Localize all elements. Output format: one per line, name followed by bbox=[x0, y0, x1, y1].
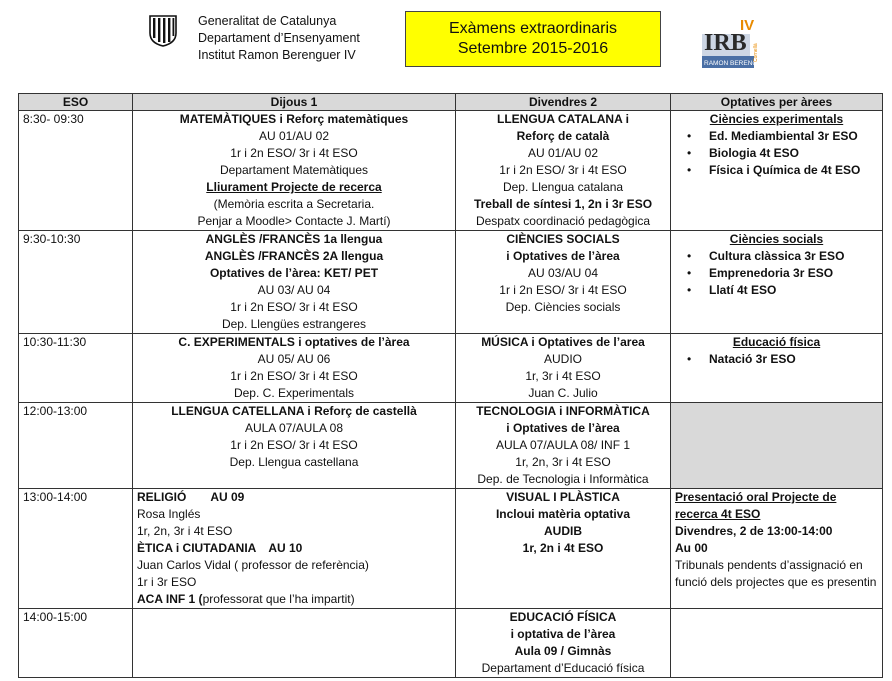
department: Dep. C. Experimentals bbox=[233, 386, 355, 400]
list-item: • Ed. Mediambiental 3r ESO bbox=[675, 128, 878, 145]
subject-title-2: ANGLÈS /FRANCÈS 2A llengua bbox=[204, 249, 384, 263]
school-logo bbox=[700, 12, 772, 70]
col-header-divendres: Divendres 2 bbox=[456, 94, 671, 111]
logo-band: RAMON BERENGUER bbox=[704, 60, 772, 67]
groups: 1r, 2n, 3r i 4t ESO bbox=[515, 455, 611, 469]
area-title: Ciències experimentals bbox=[709, 112, 844, 126]
etica-groups: 1r i 3r ESO bbox=[137, 575, 197, 589]
subject-title: LLENGUA CATELLANA i Reforç de castellà bbox=[171, 404, 417, 418]
list-item: • Biologia 4t ESO bbox=[675, 145, 878, 162]
subject-title: LLENGUA CATALANA i bbox=[497, 112, 629, 126]
project-title: Lliurament Projecte de recerca bbox=[206, 180, 382, 194]
logo-letters: IRB bbox=[704, 30, 747, 56]
area-title: Educació física bbox=[732, 335, 821, 349]
dijous-cell bbox=[133, 111, 456, 231]
subject-title: C. EXPERIMENTALS i optatives de l’àrea bbox=[178, 335, 410, 349]
department: Departament Matemàtiques bbox=[219, 163, 369, 177]
time-cell: 12:00-13:00 bbox=[19, 403, 133, 489]
etica-label: ÈTICA i CIUTADANIA bbox=[137, 541, 257, 555]
project-note-1: (Memòria escrita a Secretaria. bbox=[213, 197, 375, 211]
title-box bbox=[405, 11, 661, 67]
groups: 1r, 3r i 4t ESO bbox=[525, 369, 601, 383]
room: AUDIO bbox=[543, 352, 582, 366]
etica-room: AU 10 bbox=[268, 541, 303, 555]
subject-title-2: Incloui matèria optativa bbox=[495, 507, 631, 521]
area-title: Ciències socials bbox=[729, 232, 824, 246]
optatives-cell bbox=[671, 489, 883, 609]
presentation-note: Tribunals pendents d’assignació en funció dels projectes que es presentin bbox=[675, 558, 877, 589]
divendres-cell bbox=[456, 609, 671, 678]
aca-rest: professorat que l’ha impartit) bbox=[202, 592, 355, 606]
list-item: • Emprenedoria 3r ESO bbox=[675, 265, 878, 282]
subject-title: MATEMÀTIQUES i Reforç matemàtiques bbox=[179, 112, 409, 126]
department: Dep. de Tecnologia i Informàtica bbox=[477, 472, 649, 486]
room: Aula 09 / Gimnàs bbox=[514, 644, 612, 658]
list-item: • Cultura clàssica 3r ESO bbox=[675, 248, 878, 265]
dijous-cell-empty bbox=[133, 609, 456, 678]
institution-line-3: Institut Ramon Berenguer IV bbox=[198, 48, 356, 62]
list-item: • Natació 3r ESO bbox=[675, 351, 878, 368]
teacher: Juan C. Julio bbox=[528, 386, 598, 400]
groups: 1r i 2n ESO/ 3r i 4t ESO bbox=[230, 146, 358, 160]
time-cell: 10:30-11:30 bbox=[19, 334, 133, 403]
subject-title: CIÈNCIES SOCIALS bbox=[506, 232, 620, 246]
presentation-title: Presentació oral Projecte de recerca 4t ESO bbox=[675, 490, 837, 521]
aca-line bbox=[137, 591, 451, 608]
department: Dep. Llengua catalana bbox=[502, 180, 624, 194]
synthesis-work: Treball de síntesi 1, 2n i 3r ESO bbox=[473, 197, 653, 211]
groups: 1r, 2n i 4t ESO bbox=[522, 541, 604, 555]
room: AULA 07/AULA 08 bbox=[244, 421, 344, 435]
optatives-cell bbox=[671, 334, 883, 403]
divendres-cell bbox=[456, 489, 671, 609]
dijous-cell bbox=[133, 489, 456, 609]
religio-label: RELIGIÓ bbox=[137, 490, 187, 504]
location: Despatx coordinació pedagògica bbox=[475, 214, 651, 228]
table-row bbox=[19, 111, 883, 231]
presentation-date: Divendres, 2 de 13:00-14:00 bbox=[675, 524, 833, 538]
aca-label: ACA INF 1 ( bbox=[137, 592, 203, 606]
time-cell: 14:00-15:00 bbox=[19, 609, 133, 678]
optatives-cell-empty bbox=[671, 403, 883, 489]
optatives-cell bbox=[671, 231, 883, 334]
table-row bbox=[19, 334, 883, 403]
table-row bbox=[19, 403, 883, 489]
page-header bbox=[0, 0, 892, 92]
subject-title: MÚSICA i Optatives de l’area bbox=[481, 335, 645, 349]
time-cell: 13:00-14:00 bbox=[19, 489, 133, 609]
room: AU 01/AU 02 bbox=[258, 129, 330, 143]
room: AU 01/AU 02 bbox=[527, 146, 599, 160]
religio-line bbox=[137, 489, 451, 506]
groups: 1r i 2n ESO/ 3r i 4t ESO bbox=[499, 283, 627, 297]
etica-line bbox=[137, 540, 451, 557]
room: AULA 07/AULA 08/ INF 1 bbox=[495, 438, 631, 452]
optatives-list bbox=[675, 351, 878, 368]
project-note-2: Penjar a Moodle> Contacte J. Martí) bbox=[197, 214, 391, 228]
time-cell: 9:30-10:30 bbox=[19, 231, 133, 334]
subject-title-2: i Optatives de l’àrea bbox=[506, 249, 620, 263]
room: AU 03/AU 04 bbox=[527, 266, 599, 280]
groups: 1r i 2n ESO/ 3r i 4t ESO bbox=[230, 438, 358, 452]
divendres-cell bbox=[456, 111, 671, 231]
dijous-cell bbox=[133, 334, 456, 403]
department: Dep. Ciències socials bbox=[505, 300, 621, 314]
optatives-list bbox=[675, 128, 878, 179]
catalan-crest-icon bbox=[147, 13, 179, 47]
dijous-cell bbox=[133, 231, 456, 334]
religio-groups: 1r, 2n, 3r i 4t ESO bbox=[137, 524, 233, 538]
divendres-cell bbox=[456, 403, 671, 489]
room: AU 03/ AU 04 bbox=[257, 283, 331, 297]
department: Departament d’Educació física bbox=[481, 661, 645, 675]
subject-title: TECNOLOGIA i INFORMÀTICA bbox=[476, 404, 650, 418]
subject-title: VISUAL I PLÀSTICA bbox=[506, 490, 620, 504]
logo-numeral: IV bbox=[740, 17, 755, 34]
institution-block bbox=[198, 13, 360, 64]
room: AU 05/ AU 06 bbox=[257, 352, 331, 366]
dijous-cell bbox=[133, 403, 456, 489]
divendres-cell bbox=[456, 334, 671, 403]
logo-side: Cornellà bbox=[753, 43, 759, 62]
table-row bbox=[19, 609, 883, 678]
optatives-line: Optatives de l’àrea: KET/ PET bbox=[209, 266, 379, 280]
col-header-optatives: Optatives per àrees bbox=[671, 94, 883, 111]
department: Dep. Llengua castellana bbox=[229, 455, 359, 469]
room: AUDIB bbox=[544, 524, 582, 538]
exam-schedule-table bbox=[18, 93, 883, 678]
table-header-row bbox=[19, 94, 883, 111]
title-line-2: Setembre 2015-2016 bbox=[457, 40, 609, 57]
title-line-1: Exàmens extraordinaris bbox=[448, 20, 618, 37]
subject-title-2: i optativa de l’àrea bbox=[510, 627, 616, 641]
list-item: • Física i Química de 4t ESO bbox=[675, 162, 878, 179]
divendres-cell bbox=[456, 231, 671, 334]
optatives-cell-empty bbox=[671, 609, 883, 678]
etica-teacher: Juan Carlos Vidal ( professor de referència) bbox=[137, 558, 369, 572]
institution-line-2: Departament d’Ensenyament bbox=[198, 31, 360, 45]
optatives-list bbox=[675, 248, 878, 299]
religio-room: AU 09 bbox=[210, 490, 245, 504]
groups: 1r i 2n ESO/ 3r i 4t ESO bbox=[230, 300, 358, 314]
subject-title: ANGLÈS /FRANCÈS 1a llengua bbox=[205, 232, 383, 246]
table-row bbox=[19, 231, 883, 334]
groups: 1r i 2n ESO/ 3r i 4t ESO bbox=[499, 163, 627, 177]
col-header-eso: ESO bbox=[19, 94, 133, 111]
groups: 1r i 2n ESO/ 3r i 4t ESO bbox=[230, 369, 358, 383]
subject-title-2: i Optatives de l’àrea bbox=[506, 421, 620, 435]
department: Dep. Llengües estrangeres bbox=[221, 317, 367, 331]
col-header-dijous: Dijous 1 bbox=[133, 94, 456, 111]
religio-teacher: Rosa Inglés bbox=[137, 507, 201, 521]
subject-title-2: Reforç de català bbox=[516, 129, 610, 143]
time-cell: 8:30- 09:30 bbox=[19, 111, 133, 231]
subject-title: EDUCACIÓ FÍSICA bbox=[509, 610, 617, 624]
institution-line-1: Generalitat de Catalunya bbox=[198, 14, 337, 28]
optatives-cell bbox=[671, 111, 883, 231]
table-row bbox=[19, 489, 883, 609]
presentation-room: Au 00 bbox=[675, 541, 708, 555]
list-item: • Llatí 4t ESO bbox=[675, 282, 878, 299]
